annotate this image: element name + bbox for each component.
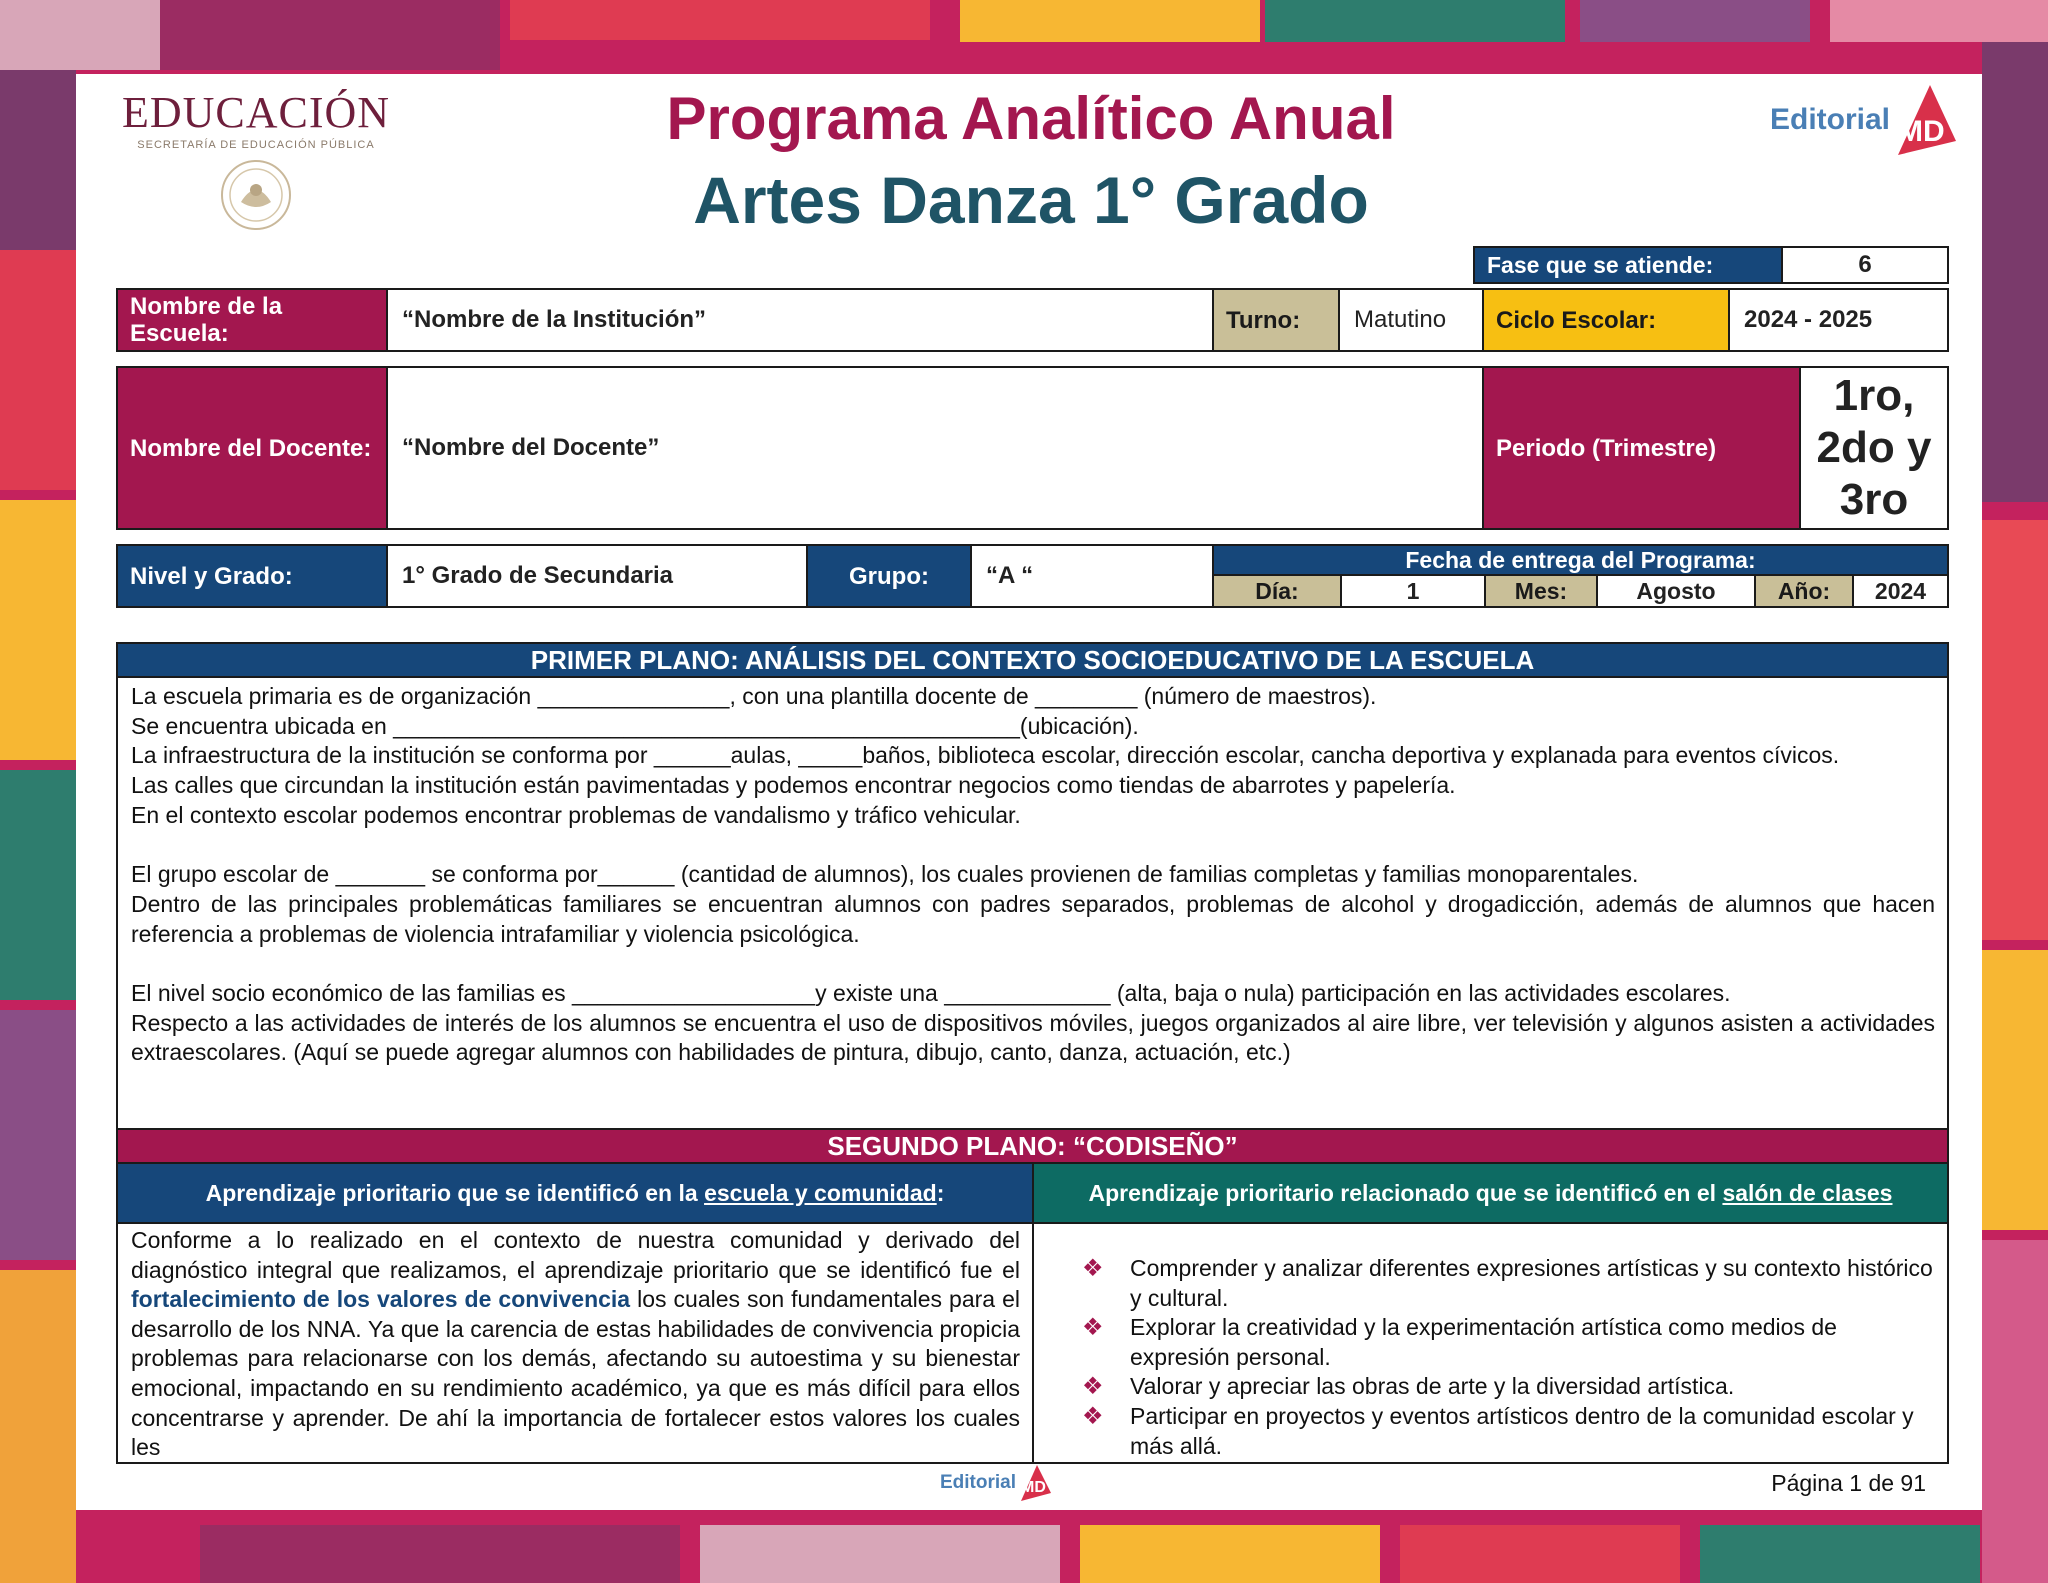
diamond-bullet-icon: ❖: [1082, 1373, 1104, 1401]
footer-logo: [940, 1464, 1080, 1502]
document-page: [76, 74, 1982, 1510]
diamond-bullet-icon: ❖: [1082, 1402, 1104, 1430]
nivel-label: Nivel y Grado:: [116, 544, 388, 608]
sep-logo-text: EDUCACIÓN: [121, 88, 391, 137]
bullet-list: [1082, 1254, 1935, 1461]
anio-label: Año:: [1754, 574, 1854, 608]
mes-label: Mes:: [1484, 574, 1598, 608]
left-column-content: Conforme a lo realizado en el contexto de nuestra comunidad y derivado del diagnóstico integral que realizamos, el aprendizaje prioritario que se identificó fue el fortalecimiento de los valores de convivencia los cuales son fundamentales para el desarrollo de los NNA. Ya que la carencia de estas habilidades de convivencia propicia problemas para relacionarse con los demás, afectando su autoestima y su bienestar emocional, impactando en su rendimiento académico, ya que es más difícil para ellos concentrarse y aprender. De ahí la importancia de fortalecer estos valores los cuales les: [116, 1222, 1034, 1464]
right-column-header: Aprendizaje prioritario relacionado que se identificó en el salón de clases: [1032, 1162, 1949, 1224]
docente-label: Nombre del Docente:: [116, 366, 388, 530]
context-line: La infraestructura de la institución se conforma por ______aulas, _____baños, biblioteca escolar, dirección escolar, cancha deportiva y explanada para eventos cívicos.: [131, 742, 1840, 769]
context-line: Se encuentra ubicada en _________________________________________________(ubicación).: [131, 712, 1139, 739]
grupo-value: “A “: [970, 544, 1214, 608]
primer-plano-content: [116, 676, 1949, 1130]
dia-value: 1: [1340, 574, 1486, 608]
primer-plano-title: PRIMER PLANO: ANÁLISIS DEL CONTEXTO SOCIOEDUCATIVO DE LA ESCUELA: [116, 642, 1949, 678]
docente-value: “Nombre del Docente”: [386, 366, 1484, 530]
right-column-content: [1032, 1222, 1949, 1464]
grupo-label: Grupo:: [806, 544, 972, 608]
md-logo-icon: MD: [1019, 1465, 1051, 1501]
highlighted-learning: fortalecimiento de los valores de convivencia: [131, 1286, 631, 1313]
list-item: ❖ Participar en proyectos y eventos artísticos dentro de la comunidad escolar y más allá.: [1082, 1402, 1914, 1459]
ciclo-value: 2024 - 2025: [1728, 288, 1949, 352]
context-line: Dentro de las principales problemáticas familiares se encuentran alumnos con padres separados, problemas de alcohol y drogadicción, además de alumnos que hacen referencia a problemas de violencia intrafamiliar y violencia psicológica.: [131, 890, 1935, 947]
sep-logo-subtext: SECRETARÍA DE EDUCACIÓN PÚBLICA: [137, 139, 375, 151]
context-line: Las calles que circundan la institución están pavimentadas y podemos encontrar negocios como tiendas de abarrotes y papelería.: [131, 772, 1456, 799]
left-column-header: Aprendizaje prioritario que se identificó en la escuela y comunidad:: [116, 1162, 1034, 1224]
context-line: El grupo escolar de _______ se conforma por______ (cantidad de alumnos), los cuales provienen de familias completas y familias monoparentales.: [131, 861, 1639, 888]
escuela-comunidad-link: escuela y comunidad: [704, 1179, 937, 1206]
anio-value: 2024: [1852, 574, 1949, 608]
salon-clases-link: salón de clases: [1722, 1179, 1893, 1206]
editorial-logo-text: Editorial: [1770, 103, 1891, 136]
fase-label: Fase que se atiende:: [1473, 246, 1783, 284]
context-line: En el contexto escolar podemos encontrar problemas de vandalismo y tráfico vehicular.: [131, 801, 1021, 828]
list-item: ❖ Comprender y analizar diferentes expresiones artísticas y su contexto histórico y cultural.: [1082, 1255, 1933, 1311]
context-line: El nivel socio económico de las familias es ___________________y existe una _____________ (alta, baja o nula) participación en las actividades escolares.: [131, 980, 1731, 1006]
segundo-plano-title: SEGUNDO PLANO: “CODISEÑO”: [116, 1128, 1949, 1164]
list-item: ❖ Valorar y apreciar las obras de arte y la diversidad artística.: [1082, 1373, 1735, 1401]
escuela-value: “Nombre de la Institución”: [386, 288, 1214, 352]
page-number: Página 1 de 91: [1771, 1470, 1926, 1496]
editorial-md-logo: [1770, 80, 1970, 160]
turno-label: Turno:: [1212, 288, 1340, 352]
title-line-2: Artes Danza 1° Grado: [693, 163, 1369, 237]
mes-value: Agosto: [1596, 574, 1756, 608]
fase-value: 6: [1781, 246, 1949, 284]
context-line: Respecto a las actividades de interés de los alumnos se encuentra el uso de dispositivos móviles, juegos organizados al aire libre, ver televisión y algunos asisten a actividades extraescolares. (Aquí se puede agregar alumnos con habilidades de pintura, dibujo, canto, danza, actuación, etc.): [131, 1009, 1935, 1066]
diamond-bullet-icon: ❖: [1082, 1255, 1104, 1282]
title-line-1: Programa Analítico Anual: [666, 85, 1396, 152]
context-line: La escuela primaria es de organización _______________, con una plantilla docente de ________ (número de maestros).: [131, 683, 1377, 709]
dia-label: Día:: [1212, 574, 1342, 608]
sep-logo: [116, 88, 396, 238]
escuela-label: Nombre de la Escuela:: [116, 288, 388, 352]
fecha-label: Fecha de entrega del Programa:: [1212, 544, 1949, 576]
periodo-label: Periodo (Trimestre): [1482, 366, 1801, 530]
diamond-bullet-icon: ❖: [1082, 1314, 1104, 1342]
ciclo-label: Ciclo Escolar:: [1482, 288, 1730, 352]
footer-logo-text: Editorial: [940, 1472, 1017, 1493]
periodo-value: 1ro, 2do y 3ro: [1799, 366, 1949, 530]
mexico-seal-icon: [219, 158, 293, 232]
md-logo-icon: MD: [1894, 85, 1956, 155]
list-item: ❖ Explorar la creatividad y la experimentación artística como medios de expresión personal.: [1082, 1314, 1837, 1370]
turno-value: Matutino: [1338, 288, 1484, 352]
nivel-value: 1° Grado de Secundaria: [386, 544, 808, 608]
